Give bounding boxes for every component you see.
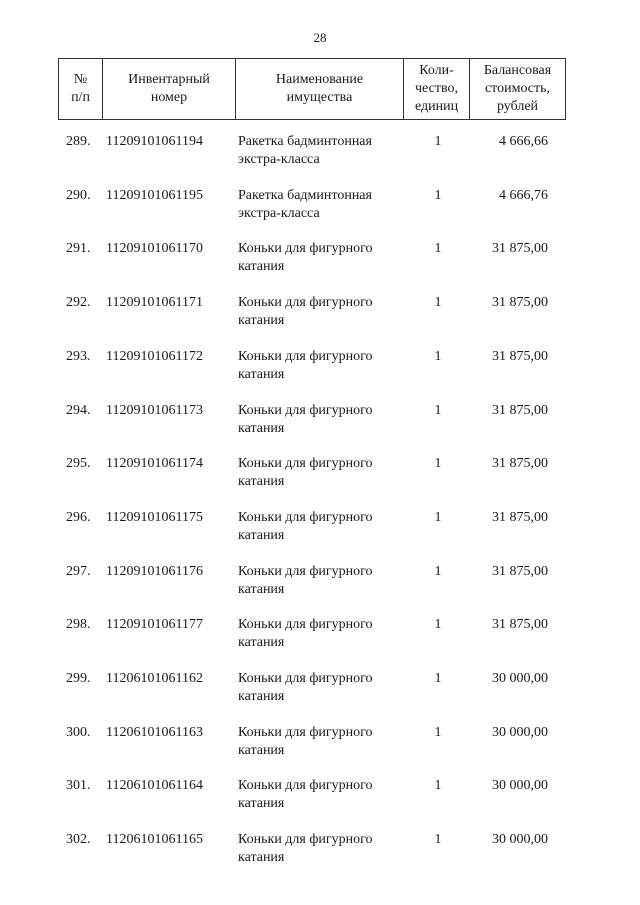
property-name: Коньки для фигурного катания: [238, 403, 373, 436]
row-number: 297.: [66, 564, 91, 579]
inventory-number: 11209101061177: [106, 617, 203, 632]
inventory-number: 11209101061174: [106, 456, 203, 471]
header-book-value: Балансовая стоимость, рублей: [483, 63, 552, 114]
table-row: [0, 133, 640, 173]
property-name: Коньки для фигурного катания: [238, 832, 373, 865]
inventory-number: 11209101061170: [106, 241, 203, 256]
quantity: 1: [434, 188, 442, 203]
row-number: 299.: [66, 671, 91, 686]
table-row: [0, 724, 640, 764]
row-number: 294.: [66, 403, 91, 418]
book-value: 31 875,00: [492, 510, 548, 525]
row-number: 289.: [66, 134, 91, 149]
book-value: 4 666,76: [499, 188, 548, 203]
table-row: [0, 563, 640, 603]
row-number: 291.: [66, 241, 91, 256]
header-property-name: Наименование имущества: [236, 59, 404, 119]
inventory-number: 11209101061194: [106, 134, 203, 149]
inventory-number: 11209101061173: [106, 403, 203, 418]
table-row: [0, 240, 640, 280]
book-value: 31 875,00: [492, 349, 548, 364]
row-number: 295.: [66, 456, 91, 471]
table-row: [0, 509, 640, 549]
book-value: 31 875,00: [492, 564, 548, 579]
table-row: [0, 616, 640, 656]
table-row: [0, 402, 640, 442]
inventory-number: 11209101061176: [106, 564, 203, 579]
quantity: 1: [434, 617, 442, 632]
quantity: 1: [434, 510, 442, 525]
book-value: 30 000,00: [492, 725, 548, 740]
book-value: 4 666,66: [499, 134, 548, 149]
row-number: 292.: [66, 295, 91, 310]
property-name: Коньки для фигурного катания: [238, 510, 373, 543]
quantity: 1: [434, 778, 442, 793]
property-name: Ракетка бадминтонная экстра-класса: [238, 188, 372, 221]
property-name: Коньки для фигурного катания: [238, 349, 373, 382]
quantity: 1: [434, 295, 442, 310]
quantity: 1: [434, 456, 442, 471]
table-row: [0, 455, 640, 495]
quantity: 1: [434, 725, 442, 740]
quantity: 1: [434, 241, 442, 256]
inventory-number: 11209101061175: [106, 510, 203, 525]
inventory-number: 11209101061195: [106, 188, 203, 203]
property-name: Ракетка бадминтонная экстра-класса: [238, 134, 372, 167]
book-value: 30 000,00: [492, 832, 548, 847]
quantity: 1: [434, 832, 442, 847]
row-number: 300.: [66, 725, 91, 740]
book-value: 31 875,00: [492, 617, 548, 632]
row-number: 290.: [66, 188, 91, 203]
property-name: Коньки для фигурного катания: [238, 617, 373, 650]
quantity: 1: [434, 403, 442, 418]
header-number: № п/п: [59, 59, 103, 119]
book-value: 31 875,00: [492, 403, 548, 418]
row-number: 293.: [66, 349, 91, 364]
inventory-number: 11209101061172: [106, 349, 203, 364]
property-name: Коньки для фигурного катания: [238, 671, 373, 704]
property-name: Коньки для фигурного катания: [238, 456, 373, 489]
row-number: 302.: [66, 832, 91, 847]
book-value: 30 000,00: [492, 671, 548, 686]
row-number: 301.: [66, 778, 91, 793]
inventory-number: 11209101061171: [106, 295, 203, 310]
property-name: Коньки для фигурного катания: [238, 241, 373, 274]
book-value: 30 000,00: [492, 778, 548, 793]
header-quantity: Коли- чество, единиц: [404, 59, 470, 119]
quantity: 1: [434, 349, 442, 364]
quantity: 1: [434, 134, 442, 149]
table-row: [0, 777, 640, 817]
inventory-number: 11206101061162: [106, 671, 203, 686]
book-value: 31 875,00: [492, 295, 548, 310]
inventory-number: 11206101061164: [106, 778, 203, 793]
table-row: [0, 670, 640, 710]
header-inventory-number: Инвентарный номер: [103, 59, 236, 119]
page-number: 28: [313, 30, 327, 45]
quantity: 1: [434, 564, 442, 579]
inventory-number: 11206101061163: [106, 725, 203, 740]
row-number: 296.: [66, 510, 91, 525]
quantity: 1: [434, 671, 442, 686]
table-row: [0, 348, 640, 388]
inventory-number: 11206101061165: [106, 832, 203, 847]
property-name: Коньки для фигурного катания: [238, 778, 373, 811]
table-row: [0, 294, 640, 334]
table-row: [0, 831, 640, 871]
property-name: Коньки для фигурного катания: [238, 295, 373, 328]
table-row: [0, 187, 640, 227]
book-value: 31 875,00: [492, 456, 548, 471]
book-value: 31 875,00: [492, 241, 548, 256]
property-name: Коньки для фигурного катания: [238, 725, 373, 758]
property-name: Коньки для фигурного катания: [238, 564, 373, 597]
row-number: 298.: [66, 617, 91, 632]
table-header: [58, 58, 566, 120]
